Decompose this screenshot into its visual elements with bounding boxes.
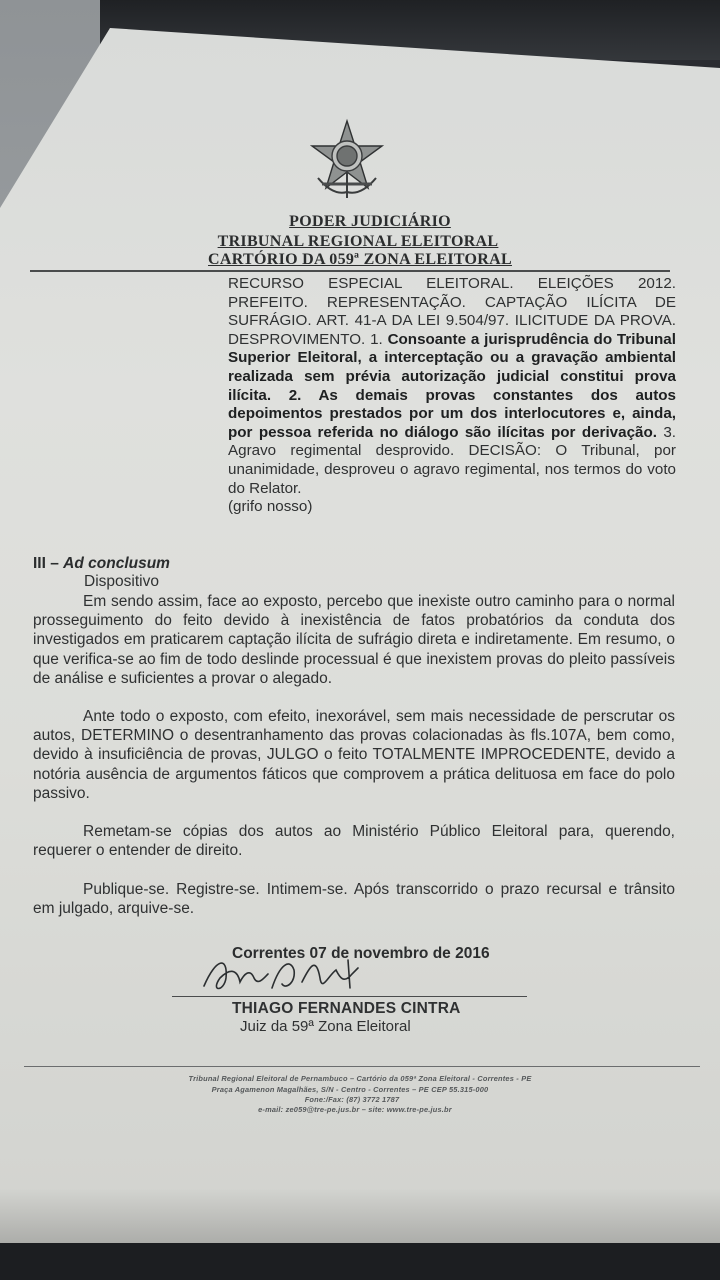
signature-line [172,996,527,997]
jurisprudence-quote [228,275,676,517]
footer-line-1: Tribunal Regional Eleitoral de Pernambuco – Cartório da 059ª Zona Eleitoral - Correntes - PE [188,1074,532,1083]
paragraph-3: Remetam-se cópias dos autos ao Ministério Público Eleitoral para, querendo, requerer o entender de direito. [33,823,675,860]
section-number: III – [33,555,59,572]
section-subtitle: Dispositivo [84,573,159,590]
header-cartorio: CARTÓRIO DA 059ª ZONA ELEITORAL [208,251,512,268]
paragraph-4: Publique-se. Registre-se. Intimem-se. Após transcorrido o prazo recursal e trânsito em julgado, arquive-se. [33,881,675,918]
footer-divider [24,1066,700,1067]
quote-grifo: (grifo nosso) [228,498,313,516]
handwritten-signature [198,948,408,998]
footer-line-4: e-mail: ze059@tre-pe.jus.br – site: www.tre-pe.jus.br [258,1105,452,1114]
footer-line-2: Praça Agamenon Magalhães, S/N - Centro - Correntes – PE CEP 55.315-000 [211,1085,489,1094]
paragraph-1: Em sendo assim, face ao exposto, percebo que inexiste outro caminho para o normal prosseguimento do feito devido à inexistência de fatos probatórios da conduta dos investigados em praticarem captação ilícita de sufrágio direta e indiretamente. Em resumo, o que verifica-se ao fim de todo deslinde processual é que inexistem provas do pleito passíveis de análise e suficientes a provar o alegado. [33,593,675,687]
signature-date: Correntes 07 de novembro de 2016 [232,945,490,962]
paragraph-2: Ante todo o exposto, com efeito, inexorável, sem mais necessidade de perscrutar os autos, DETERMINO o desentranhamento das provas colacionadas às fls.107A, bem como, devido à insuficiência de provas, JULGO o feito TOTALMENTE IMPROCEDENTE, devido a notória ausência de argumentos fáticos que comprovem a prática delituosa em face do polo passivo. [33,708,675,802]
footer-line-3: Fone:/Fax: (87) 3772 1787 [304,1095,400,1104]
judge-role: Juiz da 59ª Zona Eleitoral [240,1018,411,1035]
section-heading [33,555,170,573]
header-tribunal: TRIBUNAL REGIONAL ELEITORAL [217,233,499,250]
section-title: Ad conclusum [63,555,170,572]
page-shadow [0,1188,720,1243]
header-divider [30,270,670,272]
judge-name: THIAGO FERNANDES CINTRA [232,1000,461,1017]
header-poder-judiciario: PODER JUDICIÁRIO [289,213,451,230]
quote-plain-end: 3. Agravo regimental desprovido. DECISÃO: O Tribunal, por unanimidade, desproveu o agravo regimental, nos termos do voto do Relator. [228,423,676,497]
quote-plain-start: RECURSO ESPECIAL ELEITORAL. ELEIÇÕES 2012. PREFEITO. REPRESENTAÇÃO. CAPTAÇÃO ILÍCITA DE SUFRÁGIO. ART. 41-A DA LEI 9.504/97. ILICITUDE DA PROVA. DESPROVIMENTO. 1. [228,275,676,348]
quote-bold: Consoante a jurisprudência do Tribunal Superior Eleitoral, a interceptação ou a gravação ambiental realizada sem prévia autorização judicial constitui prova ilícita. 2. As demais provas constantes dos autos depoimentos prestados por um dos interlocutores e, ainda, por pessoa referida no diálogo são ilícitas por derivação. [228,330,676,441]
coat-of-arms-emblem [308,118,386,200]
